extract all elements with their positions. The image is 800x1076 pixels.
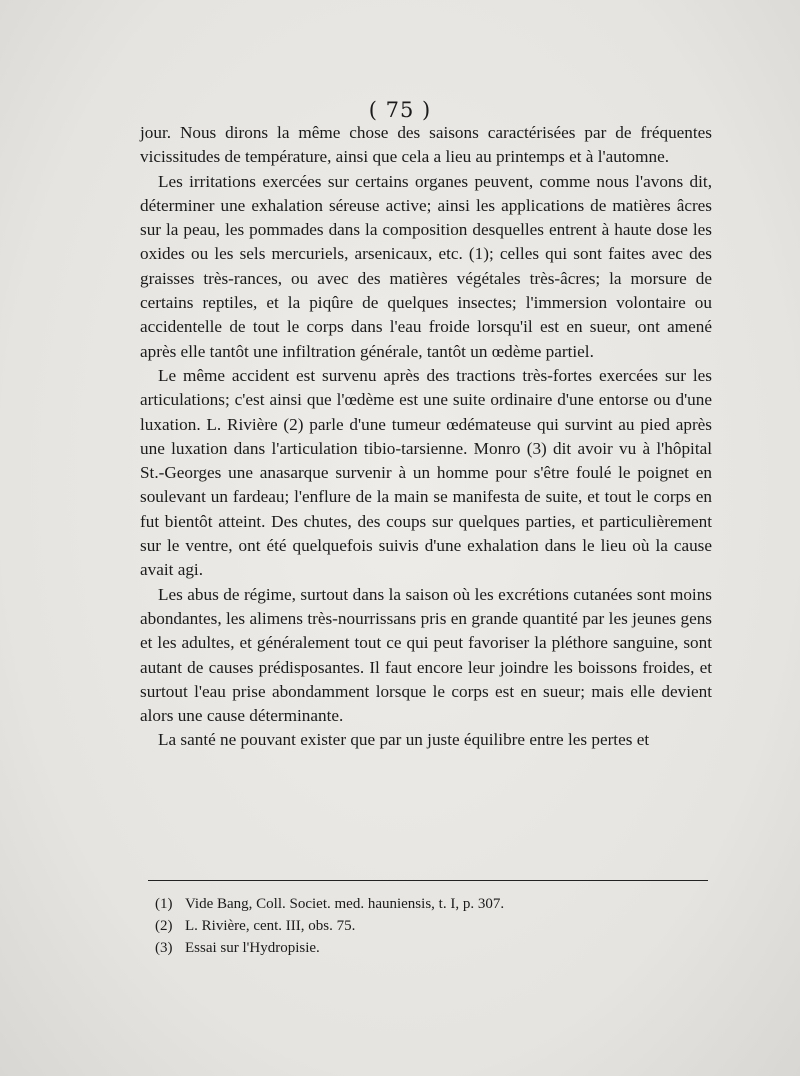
paragraph-sante: La santé ne pouvant exister que par un juste équilibre entre les pertes et [158, 730, 650, 750]
footnote-mark: (3) [155, 940, 173, 956]
footnote-text: L. Rivière, cent. III, obs. 75. [185, 918, 356, 934]
paragraph-regime: Les abus de régime, surtout dans la saison où les excrétions cutanées sont moins abondantes, les alimens très-nourrissans pris en grande quantité par les jeunes gens et les adultes, et généralement tout ce qui peut favoriser la pléthore sanguine, sont autant de causes prédisposantes. Il faut encore leur joindre les boissons froides, et surtout l'eau prise abondamment lorsque le corps est en sueur; mais elle devient alors une cause déterminante. [140, 584, 712, 726]
footnote-mark: (1) [155, 896, 173, 912]
footnote-rule [148, 880, 708, 881]
footnote-2 [155, 915, 695, 937]
footnote-text: Vide Bang, Coll. Societ. med. hauniensis, t. I, p. 307. [185, 896, 505, 912]
paragraph-tractions: Le même accident est survenu après des tractions très-fortes exercées sur les articulations; c'est ainsi que l'œdème est une suite ordinaire d'une entorse ou d'une luxation. L. Rivière (2) parle d'une tumeur œdémateuse qui survint au pied après une luxation dans l'articulation tibio-tarsienne. Monro (3) dit avoir vu à l'hôpital St.-Georges une anasarque survenir à un homme pour s'être foulé le poignet en soulevant un fardeau; l'enflure de la main se manifesta de suite, et tout le corps en fut bientôt atteint. Des chutes, des coups sur quelques parties, et particulièrement sur le ventre, ont été quelquefois suivis d'une exhalation dans le lieu où la cause avait agi. [140, 365, 712, 580]
paragraph-continuation: jour. Nous dirons la même chose des saisons caractérisées par de fréquentes vicissitudes de température, ainsi que cela a lieu au printemps et à l'automne. [140, 123, 712, 167]
body-text [140, 121, 712, 753]
footnotes [155, 893, 695, 959]
page-number: ( 75 ) [368, 98, 432, 122]
footnote-1 [155, 893, 695, 915]
footnote-text: Essai sur l'Hydropisie. [185, 940, 320, 956]
footnote-3 [155, 937, 695, 959]
footnote-mark: (2) [155, 918, 173, 934]
paragraph-irritations: Les irritations exercées sur certains organes peuvent, comme nous l'avons dit, déterminer une exhalation séreuse active; ainsi les applications de matières âcres sur la peau, les pommades dans la composition desquelles entrent à haute dose les oxides ou les sels mercuriels, arsenicaux, etc. (1); celles qui sont faites avec des graisses très-rances, ou avec des matières végétales très-âcres; la morsure de certains reptiles, et la piqûre de quelques insectes; l'immersion volontaire ou accidentelle de tout le corps dans l'eau froide lorsqu'il est en sueur, ont amené après elle tantôt une infiltration générale, tantôt un œdème partiel. [140, 171, 712, 361]
